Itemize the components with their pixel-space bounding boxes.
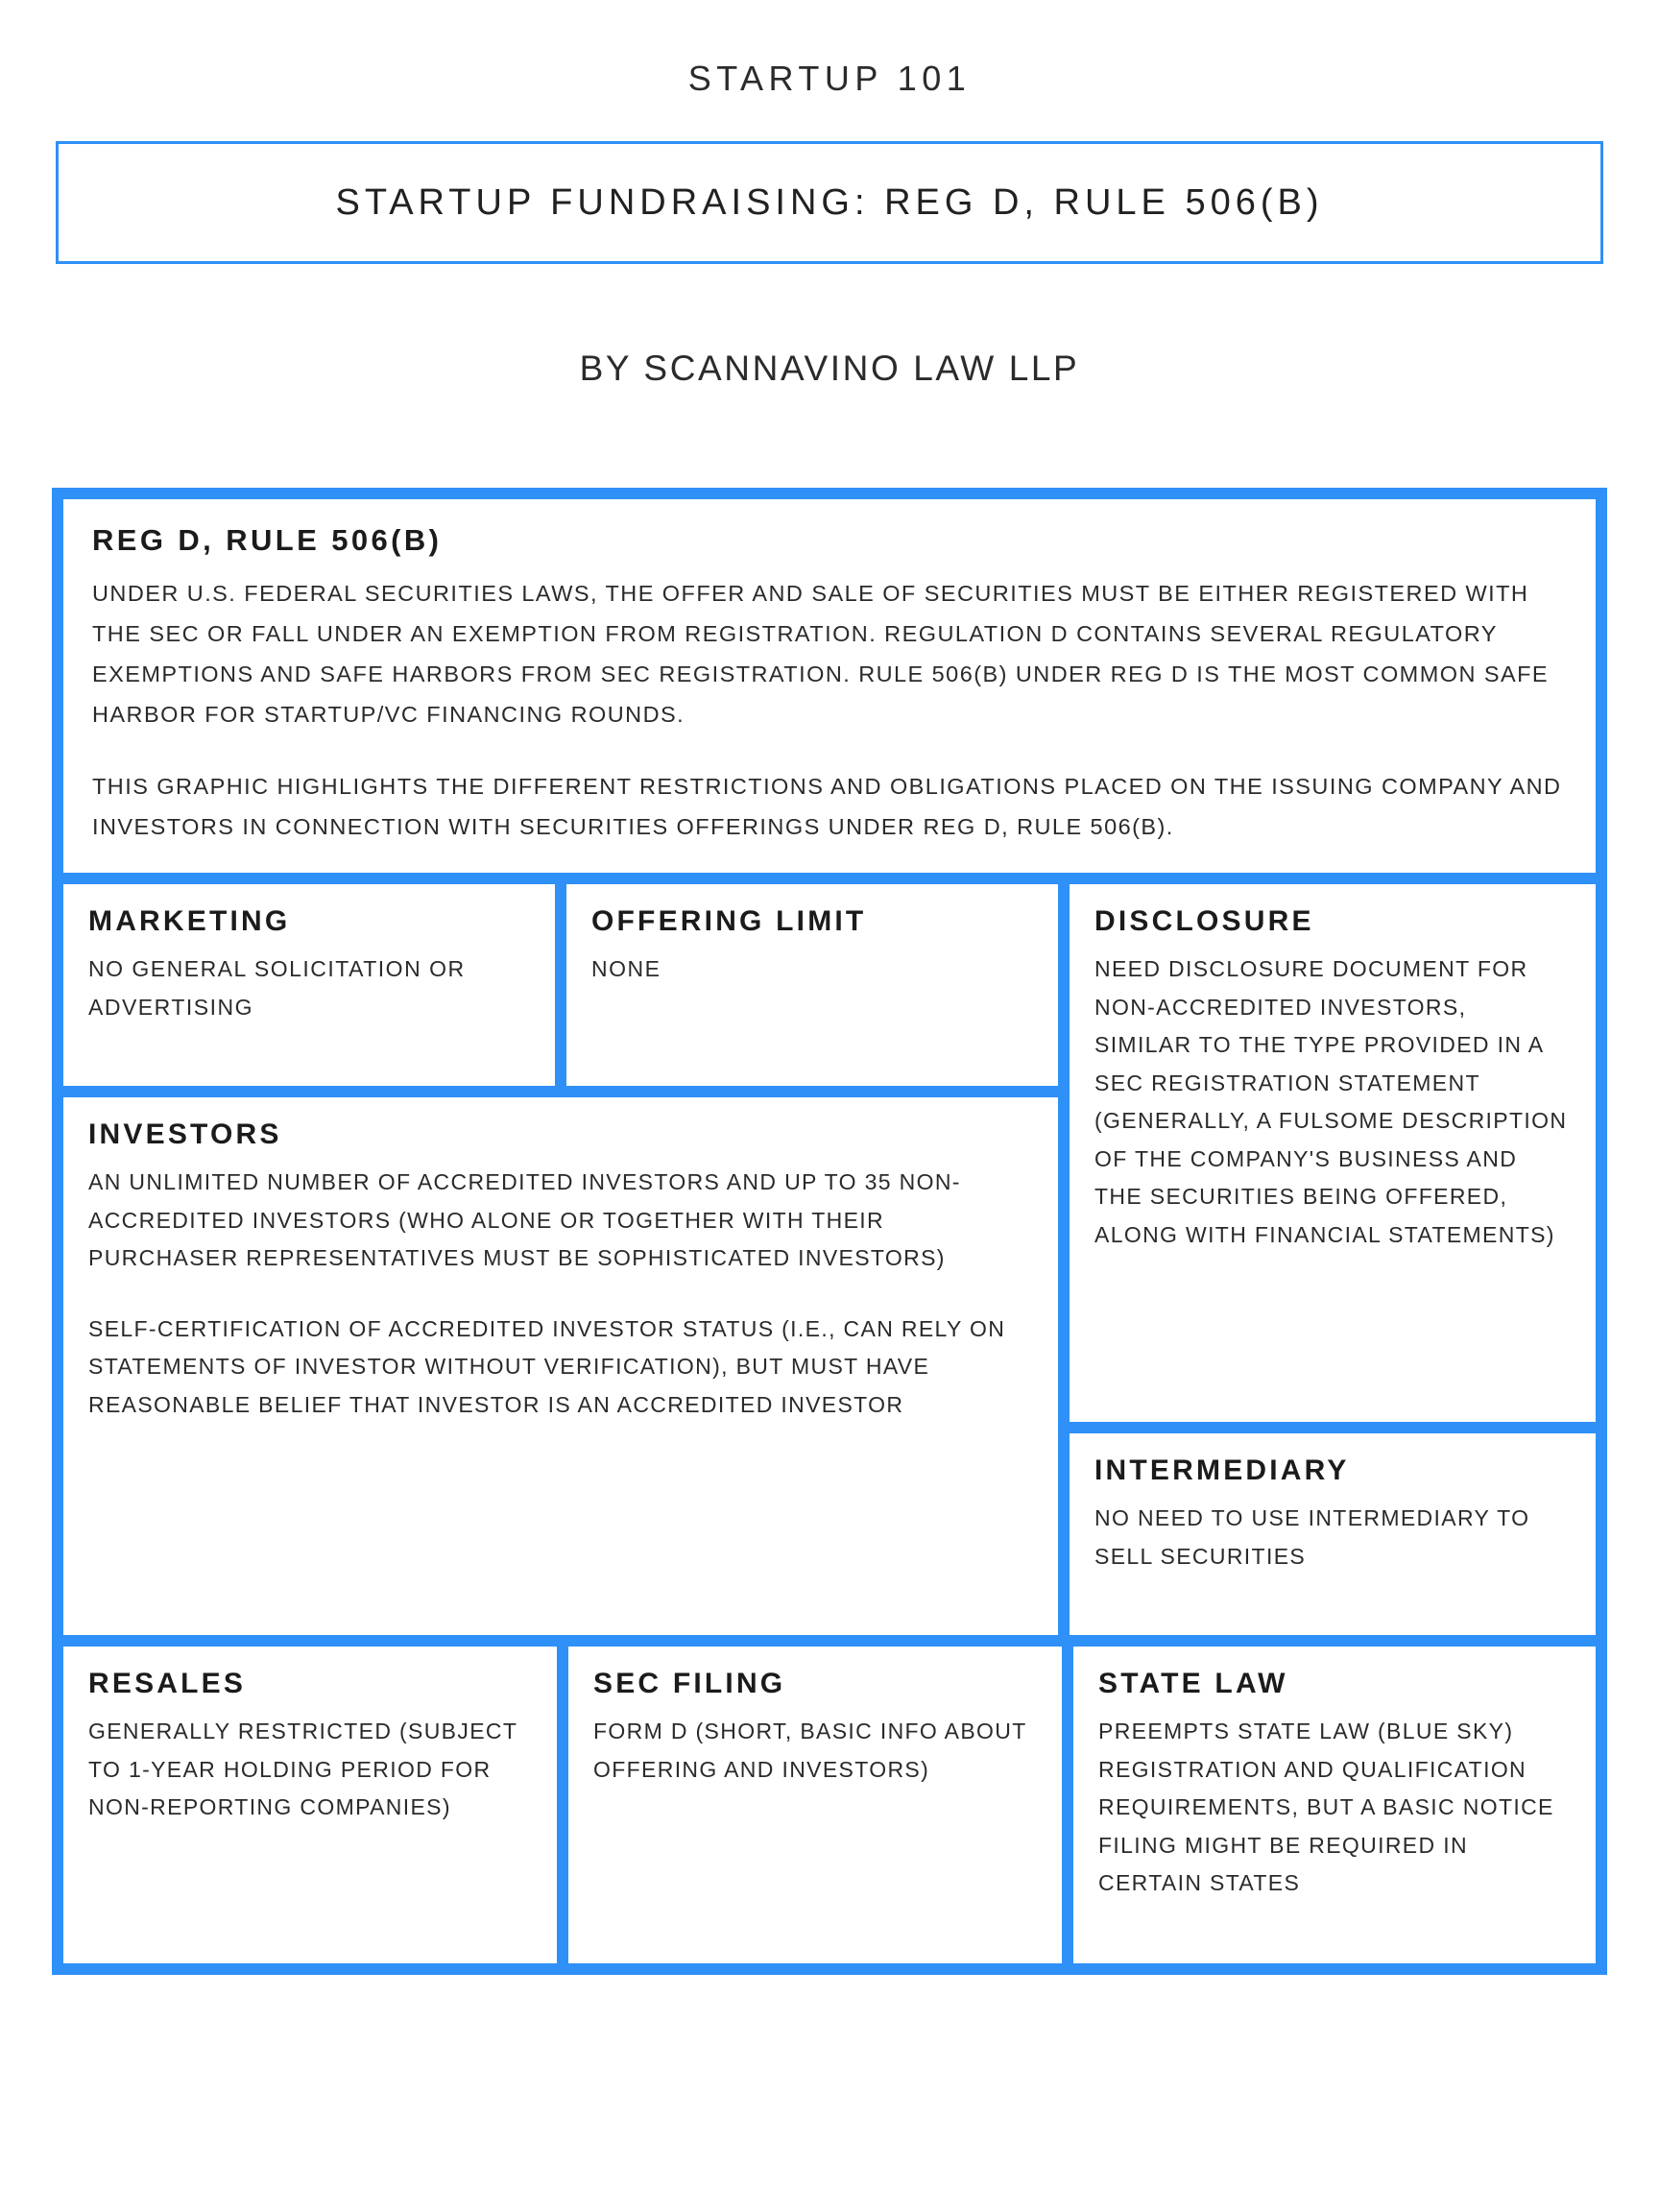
bottom-row [63, 1647, 1596, 1963]
card-body-investors-1: AN UNLIMITED NUMBER OF ACCREDITED INVESTORS AND UP TO 35 NON-ACCREDITED INVESTORS (WHO ALONE OR TOGETHER WITH THEIR PURCHASER REPRESENTATIVES MUST BE SOPHISTICATED INVESTORS) [88, 1169, 961, 1271]
card-offering-limit [566, 884, 1058, 1086]
right-column [1070, 884, 1596, 1635]
card-investors [63, 1097, 1058, 1635]
card-body-resales: GENERALLY RESTRICTED (SUBJECT TO 1-YEAR HOLDING PERIOD FOR NON-REPORTING COMPANIES) [88, 1719, 517, 1820]
left-column [63, 884, 1058, 1635]
card-disclosure [1070, 884, 1596, 1422]
card-body-intermediary: NO NEED TO USE INTERMEDIARY TO SELL SECURITIES [1094, 1505, 1530, 1569]
card-heading-investors: INVESTORS [88, 1118, 282, 1151]
card-body-state-law: PREEMPTS STATE LAW (BLUE SKY) REGISTRATION AND QUALIFICATION REQUIREMENTS, BUT A BASIC NOTICE FILING MIGHT BE REQUIRED IN CERTAIN STATES [1098, 1719, 1554, 1896]
intro-row [63, 499, 1596, 873]
page-kicker: STARTUP 101 [687, 59, 972, 98]
intro-paragraph-1: UNDER U.S. FEDERAL SECURITIES LAWS, THE OFFER AND SALE OF SECURITIES MUST BE EITHER REGISTERED WITH THE SEC OR FALL UNDER AN EXEMPTION FROM REGISTRATION. REGULATION D CONTAINS SEVERAL REGULATORY EXEMPTIONS AND SAFE HARBORS FROM SEC REGISTRATION. RULE 506(B) UNDER REG D IS THE MOST COMMON SAFE HARBOR FOR STARTUP/VC FINANCING ROUNDS. [92, 581, 1550, 727]
card-body-sec-filing: FORM D (SHORT, BASIC INFO ABOUT OFFERING AND INVESTORS) [593, 1719, 1027, 1782]
card-heading-reg-d: REG D, RULE 506(B) [92, 523, 443, 557]
card-marketing [63, 884, 555, 1086]
card-heading-resales: RESALES [88, 1668, 247, 1700]
card-resales [63, 1647, 557, 1963]
card-heading-offering-limit: OFFERING LIMIT [591, 905, 867, 938]
card-intermediary [1070, 1433, 1596, 1635]
card-heading-sec-filing: SEC FILING [593, 1668, 786, 1700]
card-heading-intermediary: INTERMEDIARY [1094, 1455, 1350, 1487]
card-reg-d-intro [63, 499, 1596, 873]
main-region [63, 884, 1596, 1635]
card-state-law [1073, 1647, 1596, 1963]
left-top-row [63, 884, 1058, 1086]
card-sec-filing [568, 1647, 1062, 1963]
card-heading-state-law: STATE LAW [1098, 1668, 1288, 1700]
card-heading-disclosure: DISCLOSURE [1094, 905, 1314, 938]
card-body-offering-limit: NONE [591, 956, 661, 982]
intro-paragraph-2: THIS GRAPHIC HIGHLIGHTS THE DIFFERENT RESTRICTIONS AND OBLIGATIONS PLACED ON THE ISSUING COMPANY AND INVESTORS IN CONNECTION WITH SECURITIES OFFERINGS UNDER REG D, RULE 506(B). [92, 774, 1562, 840]
title-box [56, 141, 1603, 264]
card-body-disclosure: NEED DISCLOSURE DOCUMENT FOR NON-ACCREDITED INVESTORS, SIMILAR TO THE TYPE PROVIDED IN A SEC REGISTRATION STATEMENT (GENERALLY, A FULSOME DESCRIPTION OF THE COMPANY'S BUSINESS AND THE SECURITIES BEING OFFERED, ALONG WITH FINANCIAL STATEMENTS) [1094, 956, 1568, 1247]
card-body-marketing: NO GENERAL SOLICITATION OR ADVERTISING [88, 956, 466, 1020]
content-grid [52, 488, 1607, 1975]
byline: BY SCANNAVINO LAW LLP [579, 349, 1080, 389]
card-heading-marketing: MARKETING [88, 905, 291, 938]
page-title: STARTUP FUNDRAISING: REG D, RULE 506(B) [335, 181, 1324, 223]
card-body-investors-2: SELF-CERTIFICATION OF ACCREDITED INVESTOR STATUS (I.E., CAN RELY ON STATEMENTS OF INVESTOR WITHOUT VERIFICATION), BUT MUST HAVE REASONABLE BELIEF THAT INVESTOR IS AN ACCREDITED INVESTOR [88, 1315, 1006, 1417]
